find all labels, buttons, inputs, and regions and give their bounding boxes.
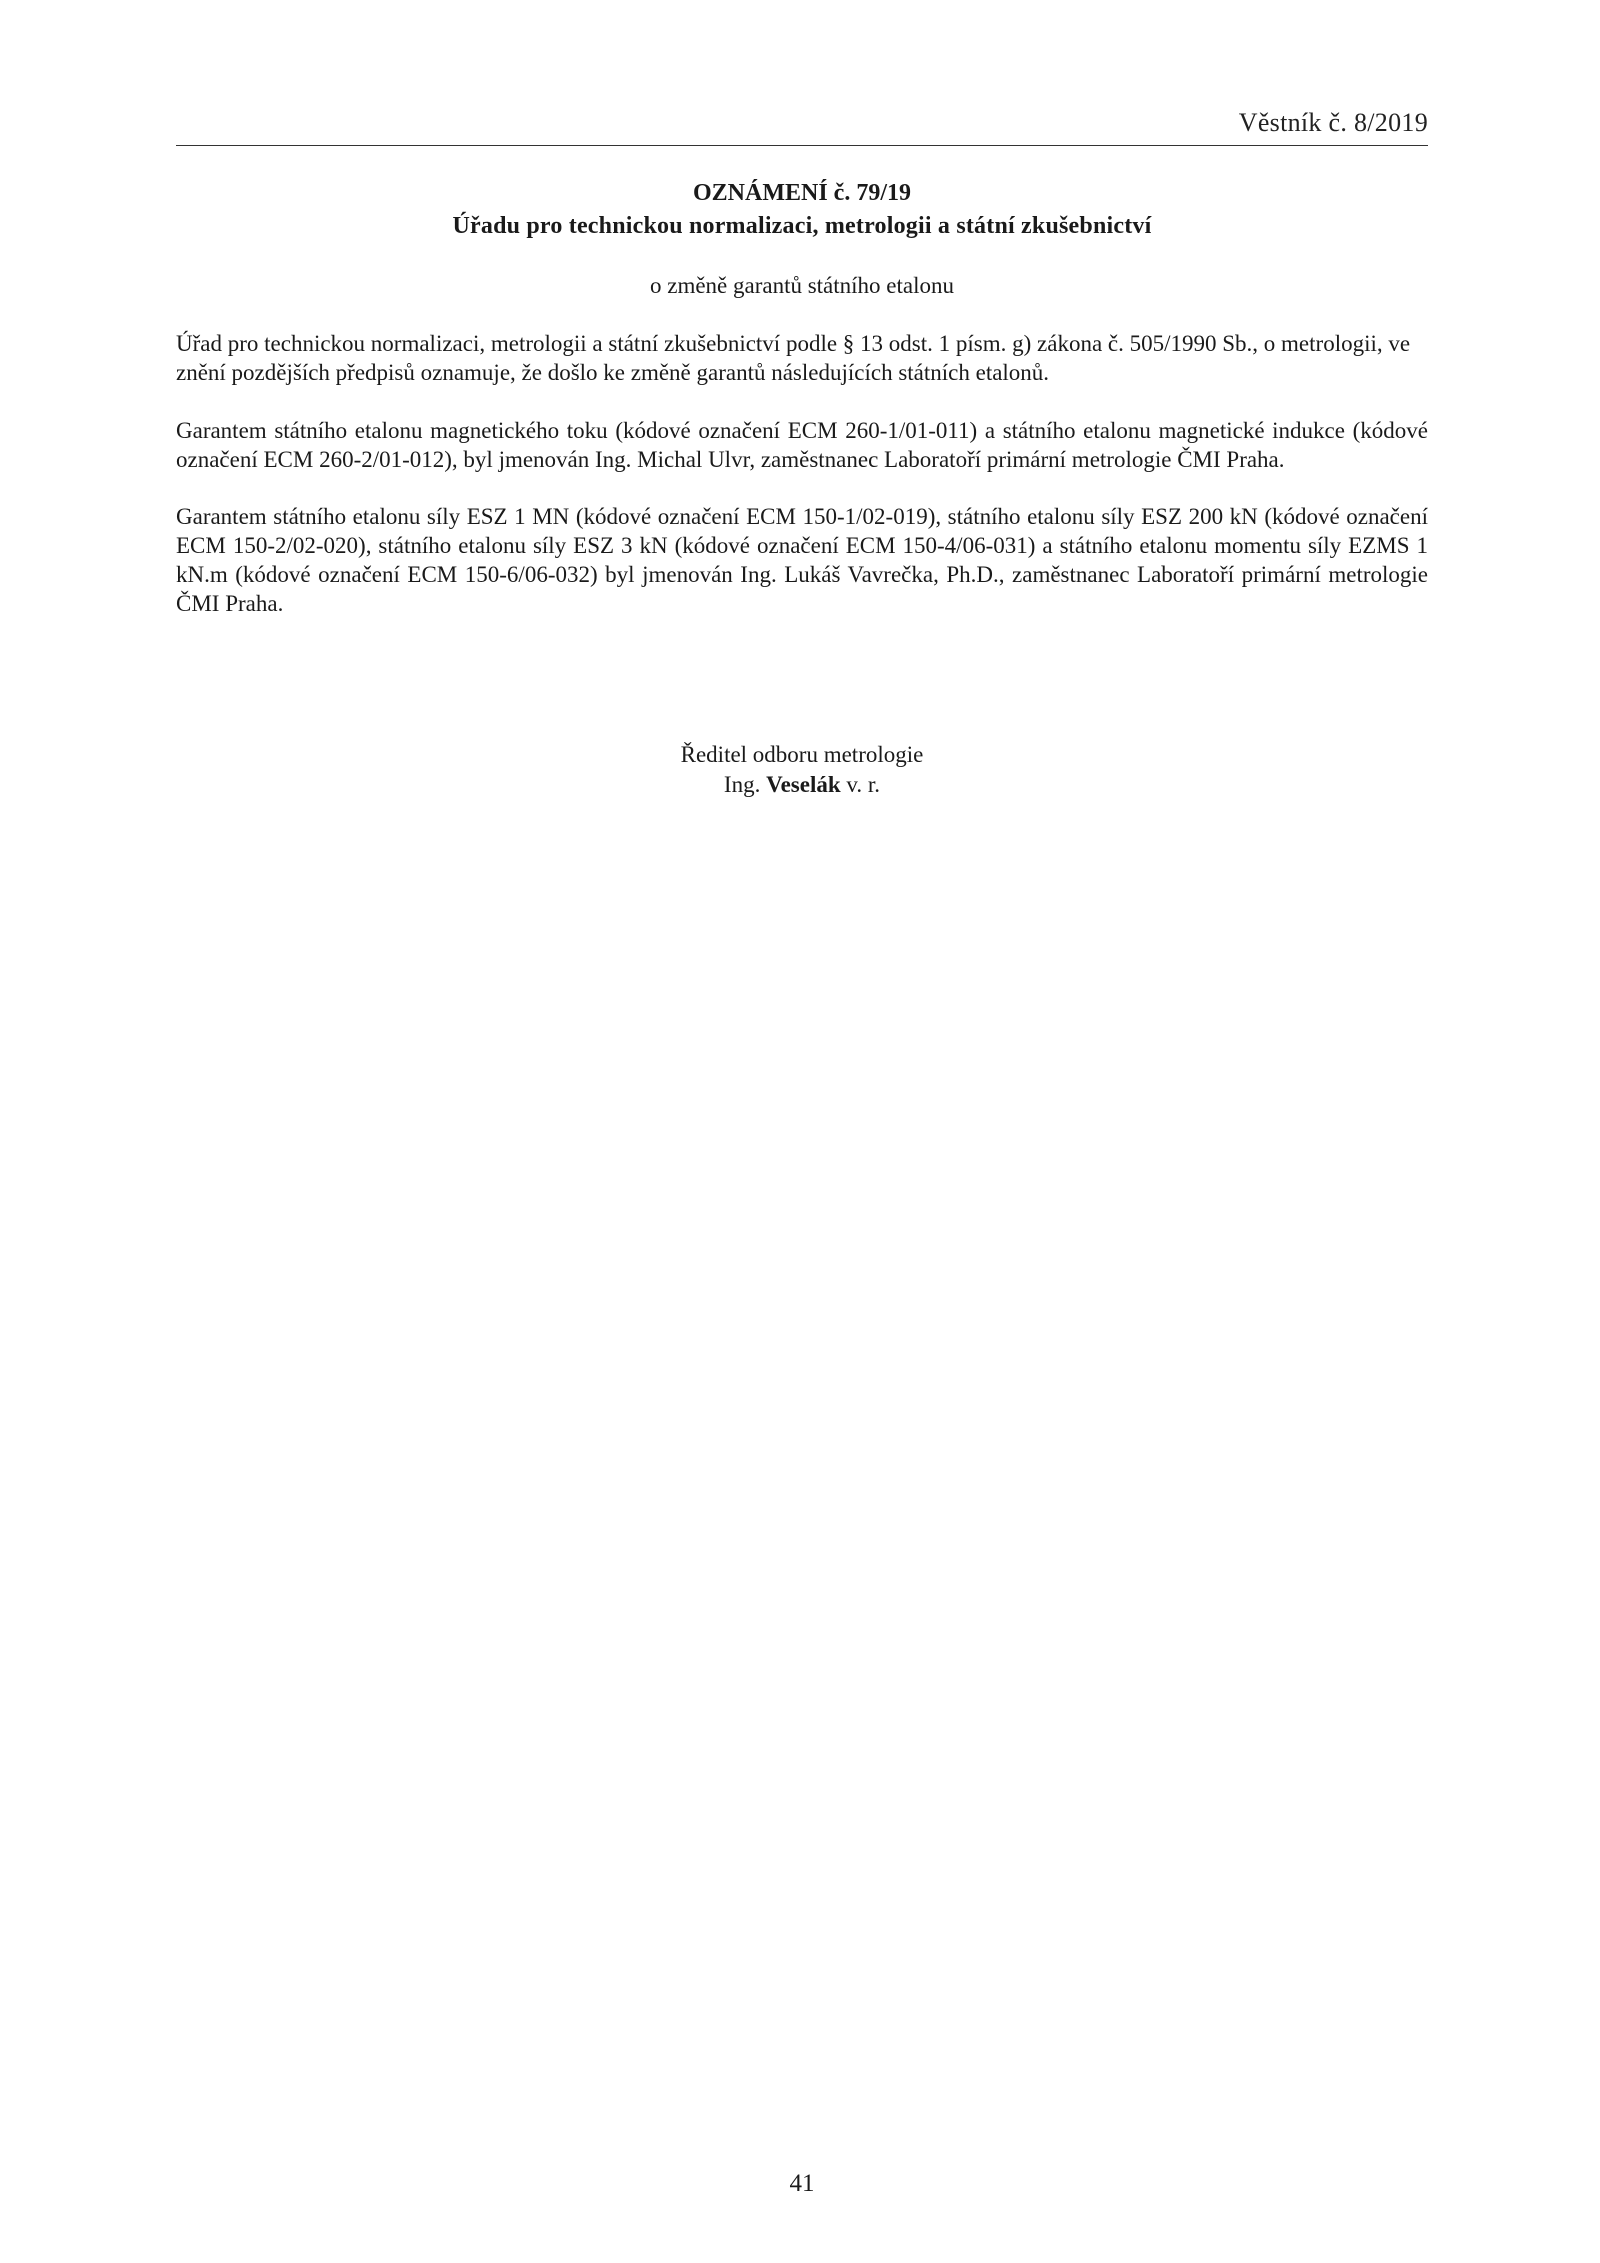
signature-role: Ředitel odboru metrologie bbox=[680, 742, 924, 767]
signature-block bbox=[176, 740, 1428, 800]
paragraph-magnetic-standards: Garantem státního etalonu magnetického toku (kódové označení ECM 260-1/01-011) a státního etalonu magnetické indukce (kódové označení ECM 260-2/01-012), byl jmenován Ing. Michal Ulvr, zaměstnanec Laboratoří primární metrologie ČMI Praha. bbox=[176, 418, 1428, 472]
paragraph-force-standards: Garantem státního etalonu síly ESZ 1 MN (kódové označení ECM 150-1/02-019), státního etalonu síly ESZ 200 kN (kódové označení ECM 150-2/02-020), státního etalonu síly ESZ 3 kN (kódové označení ECM 150-4/06-031) a státního etalonu momentu síly EZMS 1 kN.m (kódové označení ECM 150-6/06-032) byl jmenován Ing. Lukáš Vavrečka, Ph.D., zaměstnanec Laboratoří primární metrologie ČMI Praha. bbox=[176, 504, 1428, 616]
paragraph-intro: Úřad pro technickou normalizaci, metrologii a státní zkušebnictví podle § 13 odst. 1 písm. g) zákona č. 505/1990 Sb., o metrologii, ve znění pozdějších předpisů oznamuje, že došlo ke změně garantů následujících státních etalonů. bbox=[176, 331, 1411, 385]
publication-title: Věstník č. 8/2019 bbox=[1238, 108, 1428, 137]
signature-name bbox=[176, 770, 1428, 800]
signature-suffix: v. r. bbox=[846, 772, 881, 797]
notice-subject: o změně garantů státního etalonu bbox=[649, 273, 954, 298]
page-number: 41 bbox=[789, 2170, 815, 2197]
notice-issuer: Úřadu pro technickou normalizaci, metrologii a státní zkušebnictví bbox=[452, 213, 1152, 239]
notice-number: OZNÁMENÍ č. 79/19 bbox=[693, 180, 911, 206]
signature-surname: Veselák bbox=[766, 772, 841, 797]
signature-prefix: Ing. bbox=[723, 772, 761, 797]
header-divider bbox=[176, 145, 1428, 146]
